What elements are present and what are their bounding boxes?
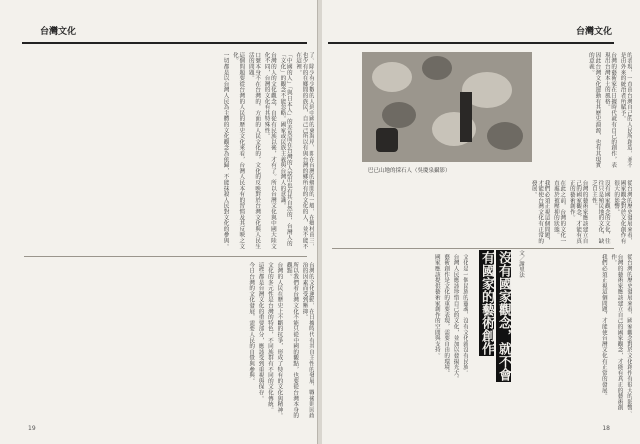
section-divider <box>332 248 614 249</box>
page-number: 19 <box>28 425 36 432</box>
left-page <box>0 0 318 444</box>
text-column: 這些都是台灣文化的重要部分，應該受到重視與保存。 <box>257 262 264 402</box>
text-column: 在此之前，台灣的文化一直處於被壓抑的狀態。 <box>552 180 566 244</box>
text-column: 台灣人民應該珍惜自己的文化，並加以發揚光大。 <box>452 254 459 382</box>
text-column: 沒有國家觀念的文化，往往只是殖民地的文化，缺乏自主性。 <box>590 180 610 244</box>
page-header: 台灣文化 <box>575 27 612 37</box>
text-column: 台灣的人民在歷史上不斷的抗爭，形成了特有的文化與精神。 <box>276 262 283 419</box>
text-column: 所以我們看台灣文化不能只從中國的觀點，也要從台灣本身的觀點。 <box>285 262 299 419</box>
lower-text-block <box>24 262 314 422</box>
headline-line: 有國家的藝術創作 <box>479 251 494 355</box>
section-divider <box>24 256 307 257</box>
top-right-text-block <box>538 52 632 172</box>
text-column: 藝術創作是文化的重要表現，需要自由的環境。 <box>443 254 450 376</box>
article-headline <box>472 250 512 400</box>
right-page <box>322 0 640 444</box>
text-column: 了。除少有少數的人到中國的東海岸，即在台灣的鄉間的一般，在鄉村由三，也少有的在鄉間的族民，自己己所以有與台灣的鄉所有的文化的人，並不能不在這裡。 <box>295 52 314 250</box>
text-column: 台灣的人的文化觀念，自從有民族以後，才有了。所以台灣文化與中國大陸文化不同，台灣的文化有其特殊性。 <box>263 52 276 250</box>
text-column: 台灣的文化運動，在日據時代有其自主性的發展，戰後則因政治的因素而受到壓抑。 <box>301 262 314 419</box>
text-column: 文化的多元性是台灣的特色，不同族群有不同的文化傳統。 <box>266 262 273 413</box>
header-rule <box>328 42 614 44</box>
text-column: 台灣的藝術家應該建立自己的國家觀念，才能有真正的藝術創作。 <box>610 254 623 411</box>
text-column: 從台灣的歷史發展來看，國家觀念對於文化創作有很大的影響。 <box>626 254 632 417</box>
lower-right-text-block <box>528 254 632 422</box>
header-rule <box>22 42 307 44</box>
text-column: 「中國的人」「與日本人」的差異而在台灣的人說出也有其自然的，台灣人的「文化」的觀念不能忽略。國家或民族主義與台灣人的意識。 <box>279 52 292 247</box>
middle-text-block <box>332 180 632 244</box>
upper-text-block <box>24 52 314 252</box>
text-column: 這個問題要從台灣的人民的歷史文化來看，台灣人民本有的習慣及其反映之文化。 <box>231 52 245 250</box>
text-column: 我們必須正視這個問題，才能使台灣文化有正常的發展。 <box>600 254 607 399</box>
text-column: 的表現，一直由台灣自己的人民所創造，並不是由外來的統治者所賦予。 <box>619 52 632 168</box>
text-column: 從台灣的歷史發展來看，國家觀念對於文化創作有很大的影響。 <box>613 180 632 244</box>
text-column: 一切都是以台灣人民為主體的文化觀念為依歸，不能抹殺人民對文化的參與。 <box>222 52 229 250</box>
page-header: 台灣文化 <box>40 27 77 37</box>
text-column: 文化是一個民族的靈魂，沒有文化就沒有民族。 <box>462 254 468 376</box>
text-column: 口號本身不在台灣的，方面的人民文化的，文化的反映對於台灣文化與人民生活的問題。 <box>247 52 261 250</box>
text-column: 國家應該提供藝術家創作的空間與支持。 <box>433 254 440 359</box>
headline-line: 沒有國家觀念，就不會 <box>496 251 511 381</box>
text-column: 因此台灣文化運動有其歷史淵源，也有其現實的意義。 <box>587 52 601 168</box>
byline: 文／謝里法 <box>518 250 524 278</box>
text-column: 台灣的藝術家應該建立自己的國家觀念，才能有真正的藝術創作。 <box>568 180 588 244</box>
page-number: 18 <box>602 425 610 432</box>
text-column: 今日台灣的文化發展，需要人民的自覺與參與。 <box>248 262 255 384</box>
text-column: 台灣的藝術家在日據時代就有自己的創作，表現出台灣本土的風格。 <box>603 52 617 168</box>
text-column: 我們必須正視這個問題，才能使台灣文化有正常的發展。 <box>530 180 550 244</box>
lower-left-text-block <box>332 254 468 422</box>
photo-caption: 巴已山地的採石人（吳慶泉攝影） <box>368 168 451 174</box>
quarry-photo <box>362 52 532 162</box>
